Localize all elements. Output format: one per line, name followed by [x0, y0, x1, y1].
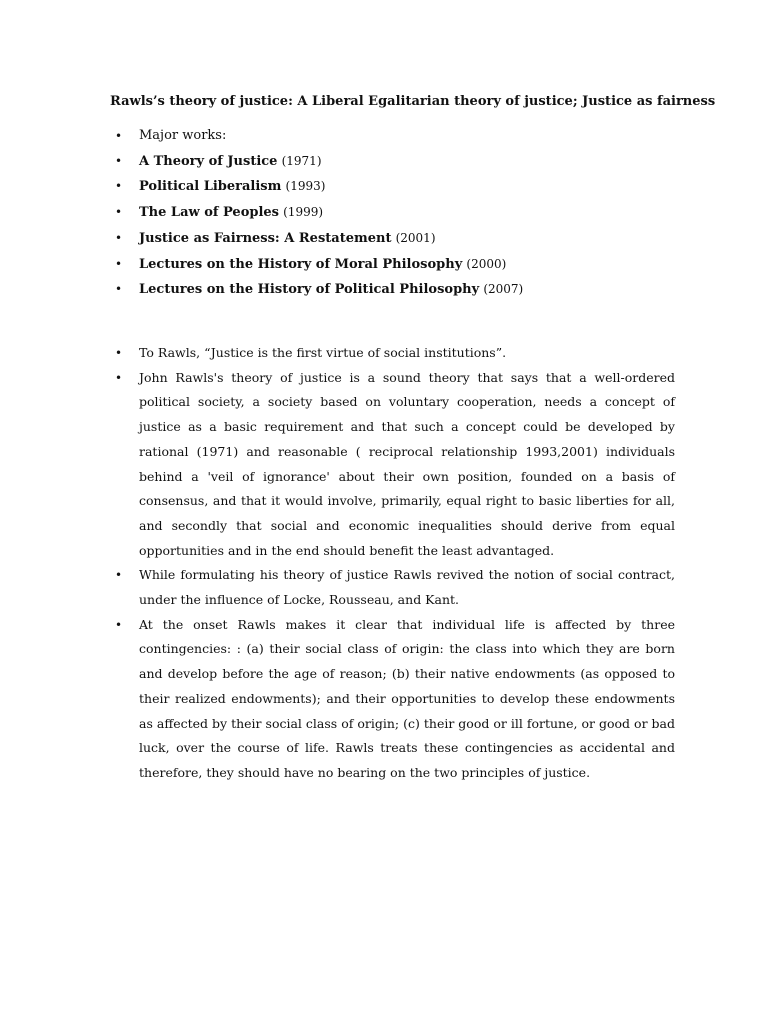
- work-title: The Law of Peoples: [139, 205, 279, 221]
- list-item-work: [115, 277, 675, 303]
- work-year: (2000): [466, 256, 507, 271]
- page-heading: Rawls’s theory of justice: A Liberal Egalitarian theory of justice; Justice as fairness: [110, 94, 716, 109]
- list-item-work: [115, 252, 675, 278]
- work-title: Lectures on the History of Moral Philosophy: [139, 256, 463, 272]
- bullet-icon: •: [115, 370, 123, 385]
- paragraph-text: To Rawls, “Justice is the first virtue of social institutions”.: [139, 345, 507, 360]
- bullet-icon: •: [115, 568, 123, 583]
- major-works-list: [115, 124, 675, 303]
- list-item-paragraph: [115, 613, 675, 786]
- bullet-icon: •: [115, 179, 123, 194]
- work-year: (2001): [395, 230, 436, 245]
- paragraph-text: John Rawls's theory of justice is a sound theory that says that a well-ordered political society, a society based on voluntary cooperation, needs a concept of justice as a basic requirement and that such a concept could be developed by rational (1971) and reasonable ( reciprocal relationship 1993,2001) individuals behind a 'veil of ignorance' about their own position, founded on a basis of consensus, and that it would involve, primarily, equal right to basic liberties for all, and secondly that social and economic inequalities should derive from equal opportunities and in the end should benefit the least advantaged.: [139, 369, 675, 558]
- list-item-work: [115, 174, 675, 200]
- list-item-paragraph: [115, 563, 675, 612]
- work-title: A Theory of Justice: [139, 153, 278, 169]
- work-title: Lectures on the History of Political Philosophy: [139, 282, 480, 298]
- bullet-icon: •: [115, 256, 123, 271]
- list-item-paragraph: [115, 366, 675, 564]
- bullet-icon: •: [115, 282, 123, 297]
- work-year: (1999): [283, 205, 324, 220]
- work-year: (2007): [483, 282, 524, 297]
- paragraph-text: At the onset Rawls makes it clear that individual life is affected by three contingencies: : (a) their social class of origin: the class into which they are born and develop before the age of reason; (b) their native endowments (as opposed to their realized endowments); and their opportunities to develop these endowments as affected by their social class of origin; (c) their good or ill fortune, or good or bad luck, over the course of life. Rawls treats these contingencies as accidental and therefore, they should have no bearing on the two principles of justice.: [139, 616, 675, 780]
- bullet-icon: •: [115, 617, 123, 632]
- major-works-label: Major works:: [139, 128, 227, 143]
- bullet-icon: •: [115, 230, 123, 245]
- bullet-icon: •: [115, 205, 123, 220]
- list-item-paragraph: [115, 341, 675, 366]
- list-item-major-works-label: [115, 124, 675, 149]
- work-title: Justice as Fairness: A Restatement: [139, 230, 392, 246]
- list-item-work: [115, 200, 675, 226]
- bullet-icon: •: [115, 153, 123, 168]
- bullet-icon: •: [115, 129, 123, 143]
- work-year: (1971): [281, 153, 322, 168]
- work-year: (1993): [285, 179, 326, 194]
- list-item-work: [115, 149, 675, 175]
- work-title: Political Liberalism: [139, 179, 282, 195]
- paragraph-list: [115, 341, 675, 786]
- paragraph-text: While formulating his theory of justice Rawls revived the notion of social contract, under the influence of Locke, Rousseau, and Kant.: [139, 567, 675, 608]
- list-item-work: [115, 226, 675, 252]
- bullet-icon: •: [115, 346, 123, 360]
